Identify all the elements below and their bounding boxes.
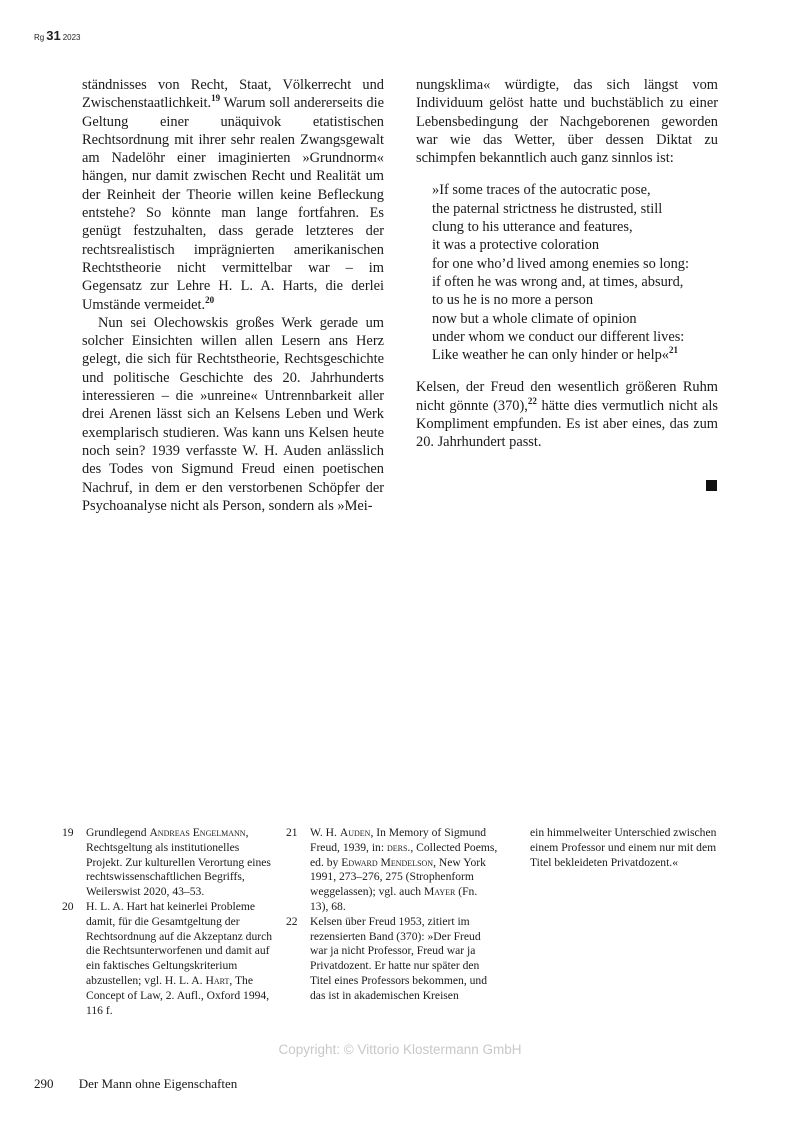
footnote-ref-19[interactable]: 19	[211, 93, 221, 104]
footnote-ref-21[interactable]: 21	[668, 345, 678, 356]
paragraph-2: Nun sei Olechowskis großes Werk gerade um solcher Einsichten willen allen Lesern ans Herz gelegt, die sich für Rechtstheorie, Rechtsgeschichte und politische Geschichte des 20. Jahrhunderts interessieren – die »unreine« Untrennbarkeit aller drei Arenen lässt sich an Kelsens Leben und Werk exemplarisch studieren. Was kann uns Kelsen heute noch sein? 1939 verfasste W. H. Auden anlässlich des Todes von Sigmund Freud einen poetischen Nachruf, in dem er den verstorbenen Schöpfer der Psychoanalyse nicht als Person, sondern als »Mei-	[82, 314, 384, 514]
footnote-19: 19 Grundlegend Andreas Engelmann, Rechtsgeltung als institutionelles Projekt. Zur kulturellen Verortung eines rechtswissenschaftlichen Begriffs, Weilerswist 2020, 43–53.	[62, 826, 271, 899]
end-of-article-mark	[706, 480, 717, 491]
footnote-ref-22[interactable]: 22	[527, 395, 537, 406]
paragraph-3: nungsklima« würdigte, das sich längst vom Individuum gelöst hatte und buchstäblich zu einer Lebensbedingung der Nachgeborenen geworden war wie das Wetter, über dessen Diktat zu schimpfen bekanntlich auch ganz sinnlos ist:	[416, 77, 718, 167]
page-number: 290	[34, 1076, 54, 1091]
poem-line: now but a whole climate of opinion	[432, 310, 637, 327]
footnote-21: 21 W. H. Auden, In Memory of Sigmund Freud, 1939, in: ders., Collected Poems, ed. by Edward Mendelson, New York 1991, 273–276, 275 (Strophenform weggelassen); vgl. auch Mayer (Fn. 13), 68.	[286, 826, 498, 913]
running-head	[34, 28, 81, 43]
footnote-ref-20[interactable]: 20	[205, 294, 215, 305]
footnote-20: 20 H. L. A. Hart hat keinerlei Probleme damit, für die Gesamtgeltung der Rechtsordnung auf die Akzeptanz durch die Rechtsunterworfenen und damit auf ein faktisches Geltungskriterium abzustellen; vgl. H. L. A. Hart, The Concept of Law, 2. Aufl., Oxford 1994, 116 f.	[62, 899, 273, 1017]
footnotes-column-3	[530, 826, 740, 870]
footnotes-column-2	[286, 826, 498, 1004]
poem-line: if often he was wrong and, at times, absurd,	[432, 273, 684, 290]
paragraph-1: ständnisses von Recht, Staat, Völkerrecht und Zwischenstaatlichkeit.$^{19}$ Warum soll andererseits die Geltung einer unäquivok etatistischen Rechtsordnung mit ihrer sehr realen Zwangsgewalt am Nadelöhr einer imaginierten »Grundnorm« hängen, nur damit zwischen Recht und Realität um der Reinheit der Theorie willen keine Befleckung entstehe? So könnte man lange fortfahren. Es genügt festzuhalten, dass gerade letzteres der rechtsrealistisch imprägnierten amerikanischen Rechtstheorie nicht vermittelbar war – im Gegensatz zur Lehre H. L. A. Harts, die derlei Umstände vermeidet.$^{20}$	[82, 77, 384, 313]
poem-line: under whom we conduct our different lives:	[432, 328, 685, 345]
footnotes-column-1	[62, 826, 274, 1018]
poem-line: it was a protective coloration	[432, 237, 600, 254]
journal-abbrev: Rg	[34, 33, 45, 42]
poem-line: the paternal strictness he distrusted, still	[432, 200, 663, 217]
year: 2023	[62, 33, 81, 42]
poem-line: to us he is no more a person	[432, 292, 594, 309]
article-title: Der Mann ohne Eigenschaften	[78, 1076, 238, 1091]
footnote-22-continued: ein himmelweiter Unterschied zwischen einem Professor und einem nur mit dem Titel bekleideten Privatdozent.«	[530, 826, 717, 869]
poem-line: clung to his utterance and features,	[432, 219, 633, 236]
page-footer	[34, 1076, 237, 1092]
paragraph-4: Kelsen, der Freud den wesentlich größeren Ruhm nicht gönnte (370),$^{22}$ hätte dies vermutlich nicht als Kompliment empfunden. Es ist aber eines, das zum 20. Jahrhundert passt.	[416, 379, 718, 451]
poem-quote	[432, 181, 718, 364]
copyright-watermark: Copyright: © Vittorio Klostermann GmbH	[278, 1042, 522, 1057]
footnote-22: 22 Kelsen über Freud 1953, zitiert im rezensierten Band (370): »Der Freud war ja nicht Professor, Freud war ja Privatdozent. Er hatte nur später den Titel eines Professors bekommen, und das ist in akademischen Kreisen	[286, 914, 488, 1002]
left-column	[82, 76, 384, 515]
right-column	[416, 76, 718, 452]
poem-line: Like weather he can only hinder or help«$^{21}$	[432, 345, 678, 364]
poem-line: »If some traces of the autocratic pose,	[432, 182, 651, 199]
poem-line: for one who’d lived among enemies so long:	[432, 255, 689, 272]
volume-number: 31	[46, 28, 61, 43]
